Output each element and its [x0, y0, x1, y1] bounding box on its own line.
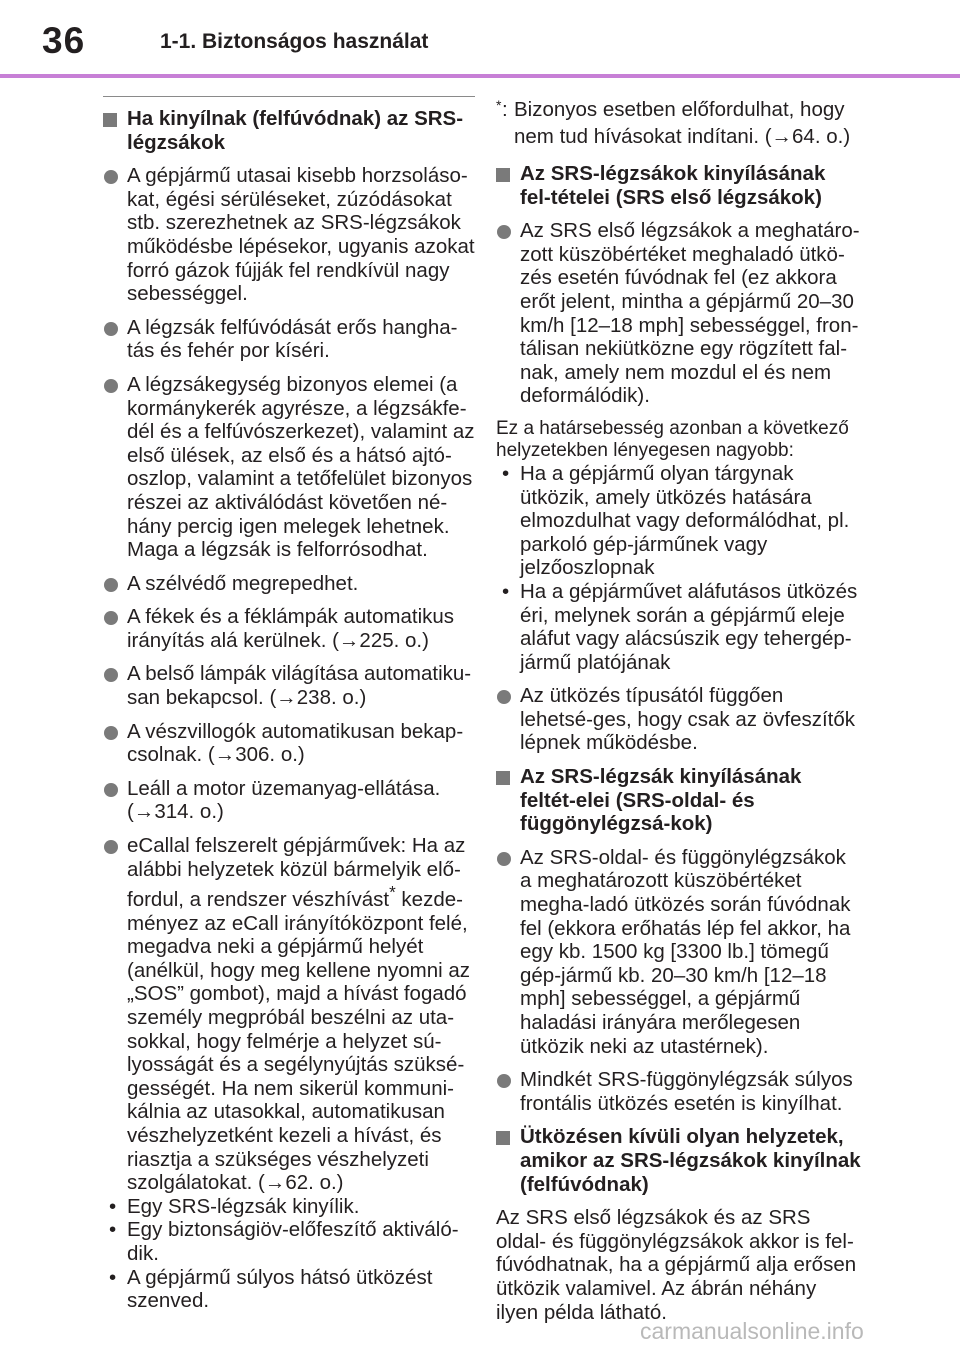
sub-list-item: • Egy biztonságiöv-előfeszítő aktiváló-dik.	[103, 1218, 475, 1265]
list-item-text: Leáll a motor üzemanyag-ellátása. (→314. o.)	[127, 776, 441, 824]
list-item-ecall	[103, 834, 475, 1313]
list-item	[103, 316, 475, 363]
section-title: 1-1. Biztonságos használat	[160, 30, 429, 53]
section-heading	[496, 765, 861, 836]
watermark: carmanualsonline.info	[640, 1318, 864, 1344]
section-heading	[496, 162, 861, 209]
heading-text: Az SRS-légzsák kinyílásának feltét-elei (SRS-oldal- és függönylégzsá-kok)	[520, 765, 802, 836]
sub-list-item: • A gépjármű súlyos hátsó ütközést szenved.	[103, 1266, 475, 1313]
list-item	[496, 684, 861, 755]
square-bullet-icon	[496, 1131, 510, 1145]
list-item	[103, 662, 475, 709]
circle-bullet-icon	[104, 379, 118, 393]
circle-bullet-icon	[104, 170, 118, 184]
circle-bullet-icon	[104, 611, 118, 625]
circle-bullet-icon	[104, 783, 118, 797]
list-item	[103, 777, 475, 824]
footnote	[496, 96, 861, 150]
list-item-text: A belső lámpák világítása automatiku-san bekapcsol. (→238. o.)	[127, 662, 472, 710]
list-item-text: Az SRS-oldal- és függönylégzsákok a meghatározott küszöbértéket megha-ladó ütközés során fúvódnak fel (ekkora erőhatás lép fel akkor, ha egy kb. 1500 kg [3300 lb.] tömegű gép-jármű kb. 20–30 km/h [12–18 mph] sebességgel, a gépjármű haladási irányára merőlegesen ütközik neki az utastérnek).	[520, 845, 851, 1058]
ecall-text-end: kezde-ményez az eCall irányítóközpont felé, megadva neki a gépjármű helyét (anélkül, hogy meg kellene nyomni az „SOS” gombot), majd a hívást fogadó személy megpróbál beszélni az uta-sokkal, hogy felmérje a helyzet sú-lyosságát és a segélynyújtás szüksé-gességét. Ha nem sikerül kommuni-kálnia az utasokkal, automatikusan vészhelyzetként kezeli a hívást, és riasztja a szükséges vészhelyzeti szolgálatokat. (→62. o.)	[127, 888, 470, 1195]
list-item	[103, 605, 475, 652]
list-item	[103, 164, 475, 306]
circle-bullet-icon	[104, 668, 118, 682]
list-item-text: A légzsák felfúvódását erős hangha-tás és fehér por kíséri.	[127, 315, 458, 363]
page-header	[0, 0, 960, 78]
sub-list-item: • Ha a gépjármű olyan tárgynak ütközik, amely ütközés hatására elmozdulhat vagy deformálódhat, pl. parkoló gép-járműnek vagy jelzőoszlopnak	[496, 462, 861, 580]
list-item-text: Az ütközés típusától függően lehetsé-ges, hogy csak az övfeszítők lépnek működésbe.	[520, 684, 856, 755]
square-bullet-icon	[496, 168, 510, 182]
square-bullet-icon	[496, 771, 510, 785]
list-item-text: A szélvédő megrepedhet.	[127, 571, 359, 595]
circle-bullet-icon	[497, 852, 511, 866]
sub-list-item: • Ha a gépjárművet aláfutásos ütközés éri, melynek során a gépjármű eleje aláfut vagy alácsúszik egy tehergép-jármű platójának	[496, 580, 861, 674]
circle-bullet-icon	[104, 726, 118, 740]
right-column	[496, 96, 861, 1324]
list-item	[103, 720, 475, 767]
heading-text: Ütközésen kívüli olyan helyzetek, amikor az SRS-légzsákok kinyílnak (felfúvódnak)	[520, 1125, 861, 1196]
list-item	[496, 846, 861, 1058]
circle-bullet-icon	[104, 322, 118, 336]
heading-text: Ha kinyílnak (felfúvódnak) az SRS-légzsákok	[127, 107, 464, 154]
circle-bullet-icon	[497, 1074, 511, 1088]
left-column	[103, 96, 475, 1323]
heading-text: Az SRS-légzsákok kinyílásának fel-tételei (SRS első légzsákok)	[520, 162, 826, 209]
circle-bullet-icon	[104, 840, 118, 854]
list-item-text: A légzsákegység bizonyos elemei (a kormánykerék agyrésze, a légzsákfe-dél és a felfúvószerkezet), valamint az első ülések, az első és a hátsó ajtó-oszlop, valamint a tetőfelület bizonyos részei az aktiválódást követően né-hány percig igen melegek lehetnek. Maga a légzsák is felforrósodhat.	[127, 372, 475, 562]
footnote-star: *	[496, 97, 502, 113]
circle-bullet-icon	[104, 578, 118, 592]
ecall-text-start: eCallal felszerelt gépjárművek: Ha az alábbi helyzetek közül bármelyik elő-fordul, a rendszer vészhívást	[127, 834, 466, 912]
section-heading	[496, 1125, 861, 1196]
footnote-marker: *	[389, 883, 396, 903]
condition-list	[496, 462, 861, 674]
list-item-text: A fékek és a féklámpák automatikus irányítás alá kerülnek. (→225. o.)	[127, 605, 455, 652]
list-item-text: Az SRS első légzsákok a meghatáro-zott küszöbértéket meghaladó ütkö-zés esetén fúvódnak fel (ez akkora erőt jelent, mintha a gépjármű 20–30 km/h [12–18 mph] sebességgel, fron-tálisan nekiütközne egy rögzített fal-nak, amely nem mozdul el és nem deformálódik).	[520, 219, 860, 408]
list-item	[103, 572, 475, 596]
header-divider	[0, 74, 960, 78]
list-item	[496, 1068, 861, 1115]
footnote-colon: :	[502, 98, 508, 121]
ecall-conditions-list	[127, 1195, 475, 1313]
page-number: 36	[42, 20, 86, 61]
circle-bullet-icon	[497, 690, 511, 704]
list-item	[103, 373, 475, 562]
sub-list-item: • Egy SRS-légzsák kinyílik.	[103, 1195, 475, 1219]
square-bullet-icon	[103, 113, 117, 127]
footnote-text: Bizonyos esetben előfordulhat, hogy nem tud hívásokat indítani. (→64. o.)	[514, 98, 851, 148]
section-divider	[103, 96, 475, 97]
intro-text: Ez a határsebesség azonban a következő helyzetekben lényegesen nagyobb:	[496, 417, 849, 461]
list-item	[496, 219, 861, 408]
circle-bullet-icon	[497, 225, 511, 239]
list-item-text: A vészvillogók automatikusan bekap-csolnak. (→306. o.)	[127, 719, 464, 767]
section-heading	[103, 107, 475, 154]
body-paragraph: Az SRS első légzsákok és az SRS oldal- és függönylégzsákok akkor is fel-fúvódhatnak, ha a gépjármű alja erősen ütközik valamivel. Az ábrán néhány ilyen példa látható.	[496, 1206, 857, 1324]
list-item-text: Mindkét SRS-függönylégzsák súlyos frontális ütközés esetén is kinyílhat.	[520, 1068, 853, 1115]
list-item-text: A gépjármű utasai kisebb horzsoláso-kat, égési sérüléseket, zúzódásokat stb. szerezhetnek az SRS-légzsákok működésbe lépésekor, ugyanis azokat forró gázok fújják fel rendkívül nagy sebességgel.	[127, 164, 475, 306]
